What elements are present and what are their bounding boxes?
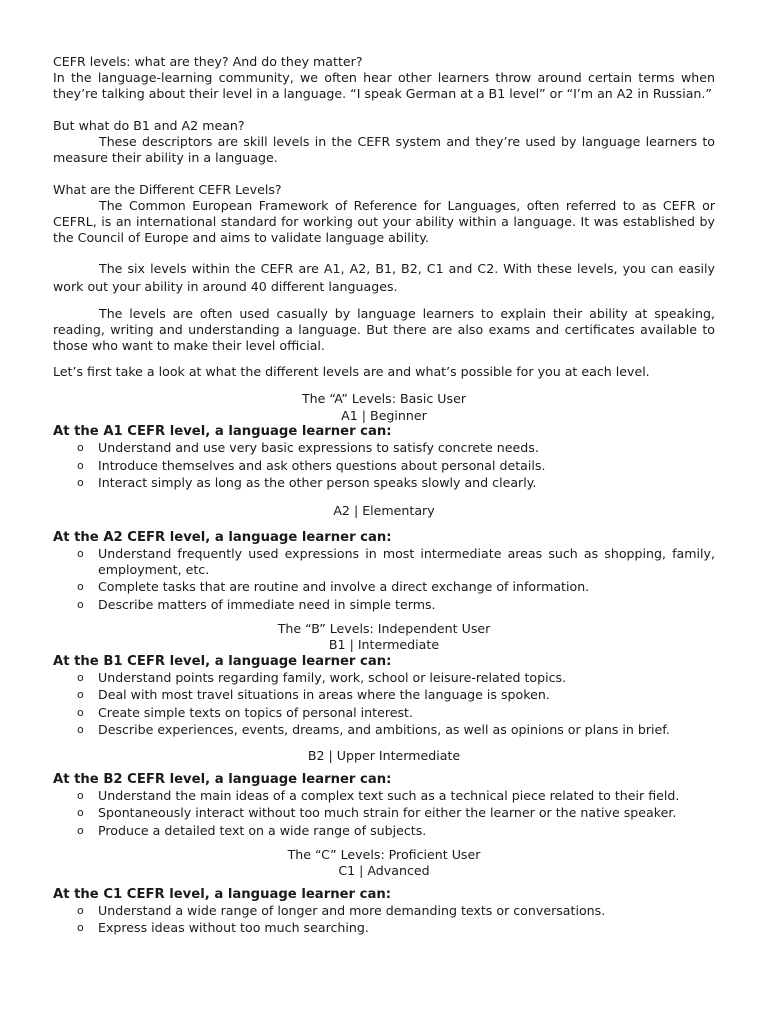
a2-title: A2 | Elementary [333, 503, 435, 518]
bullet-icon: o [77, 458, 84, 472]
document-heading: CEFR levels: what are they? And do they matter? [53, 54, 363, 69]
list-item: o Introduce themselves and ask others questions about personal details. [77, 457, 546, 473]
list-item: o Understand the main ideas of a complex text such as a technical piece related to their field. [77, 787, 680, 803]
b1-list [53, 670, 715, 739]
a1-list [53, 440, 715, 491]
list-item: o Interact simply as long as the other person speaks slowly and clearly. [77, 475, 537, 490]
list-item: o Understand and use very basic expressions to satisfy concrete needs. [77, 440, 539, 455]
list-item: o Express ideas without too much searching. [77, 920, 369, 935]
list-item: o Understand frequently used expressions in most intermediate areas such as shopping, family, employment, etc. [77, 545, 715, 577]
bullet-icon: o [77, 723, 84, 736]
b2-lead: At the B2 CEFR level, a language learner can: [53, 771, 392, 787]
c1-list [53, 903, 715, 937]
b2-list [53, 788, 715, 839]
a2-list [53, 546, 715, 613]
list-item: o Deal with most travel situations in areas where the language is spoken. [77, 687, 550, 702]
a1-lead: At the A1 CEFR level, a language learner can: [53, 424, 392, 439]
bullet-icon: o [77, 788, 84, 802]
bullet-icon: o [77, 670, 84, 684]
question-b1-a2: But what do B1 and A2 mean? [53, 118, 245, 133]
bullet-icon: o [77, 921, 84, 934]
b-levels-heading: The “B” Levels: Independent User [277, 620, 491, 636]
overview-paragraph: Let’s first take a look at what the different levels are and what’s possible for you at each level. [53, 364, 650, 379]
list-item: o Create simple texts on topics of personal interest. [77, 704, 414, 720]
bullet-icon: o [77, 597, 84, 611]
usage-paragraph: The levels are often used casually by language learners to explain their ability at speaking, reading, writing and understanding a language. But there are also exams and certificates available to those who want to make their level official. [53, 306, 715, 353]
list-item: o Describe matters of immediate need in simple terms. [77, 596, 436, 612]
bullet-icon: o [77, 903, 84, 917]
list-item: o Understand a wide range of longer and more demanding texts or conversations. [77, 902, 606, 918]
b1-title: B1 | Intermediate [328, 637, 440, 652]
a1-title: A1 | Beginner [341, 407, 427, 423]
bullet-icon: o [77, 705, 84, 719]
bullet-icon: o [77, 580, 84, 593]
a-levels-heading: The “A” Levels: Basic User [301, 391, 466, 406]
c1-lead: At the C1 CEFR level, a language learner can: [53, 886, 392, 902]
bullet-icon: o [77, 806, 84, 819]
list-item: o Spontaneously interact without too much strain for either the learner or the native speaker. [77, 805, 677, 820]
b1-lead: At the B1 CEFR level, a language learner can: [53, 653, 392, 669]
descriptor-paragraph: These descriptors are skill levels in the CEFR system and they’re used by language learners to measure their ability in a language. [53, 134, 715, 165]
c-levels-heading: The “C” Levels: Proficient User [287, 846, 481, 862]
list-item: o Describe experiences, events, dreams, and ambitions, as well as opinions or plans in brief. [77, 722, 670, 737]
bullet-icon: o [77, 546, 84, 560]
question-levels: What are the Different CEFR Levels? [53, 182, 282, 197]
bullet-icon: o [77, 823, 84, 837]
intro-paragraph: In the language-learning community, we often hear other learners throw around certain terms when they’re talking about their level in a language. “I speak German at a B1 level” or “I’m an A2 in Russian.” [53, 70, 715, 101]
bullet-icon: o [77, 441, 84, 454]
bullet-icon: o [77, 688, 84, 701]
six-levels-paragraph: The six levels within the CEFR are A1, A2, B1, B2, C1 and C2. With these levels, you can easily work out your ability in around 40 different languages. [53, 261, 715, 294]
a2-lead: At the A2 CEFR level, a language learner can: [53, 529, 392, 545]
c1-title: C1 | Advanced [338, 863, 430, 878]
cefr-definition-paragraph: The Common European Framework of Reference for Languages, often referred to as CEFR or CEFRL, is an international standard for working out your ability within a language. It was established by the Council of Europe and aims to validate language ability. [53, 198, 715, 245]
list-item: o Produce a detailed text on a wide range of subjects. [77, 822, 427, 838]
bullet-icon: o [77, 476, 84, 489]
list-item: o Understand points regarding family, work, school or leisure-related topics. [77, 669, 567, 685]
list-item: o Complete tasks that are routine and involve a direct exchange of information. [77, 579, 590, 594]
document-page [53, 54, 715, 938]
b2-title: B2 | Upper Intermediate [307, 748, 461, 763]
